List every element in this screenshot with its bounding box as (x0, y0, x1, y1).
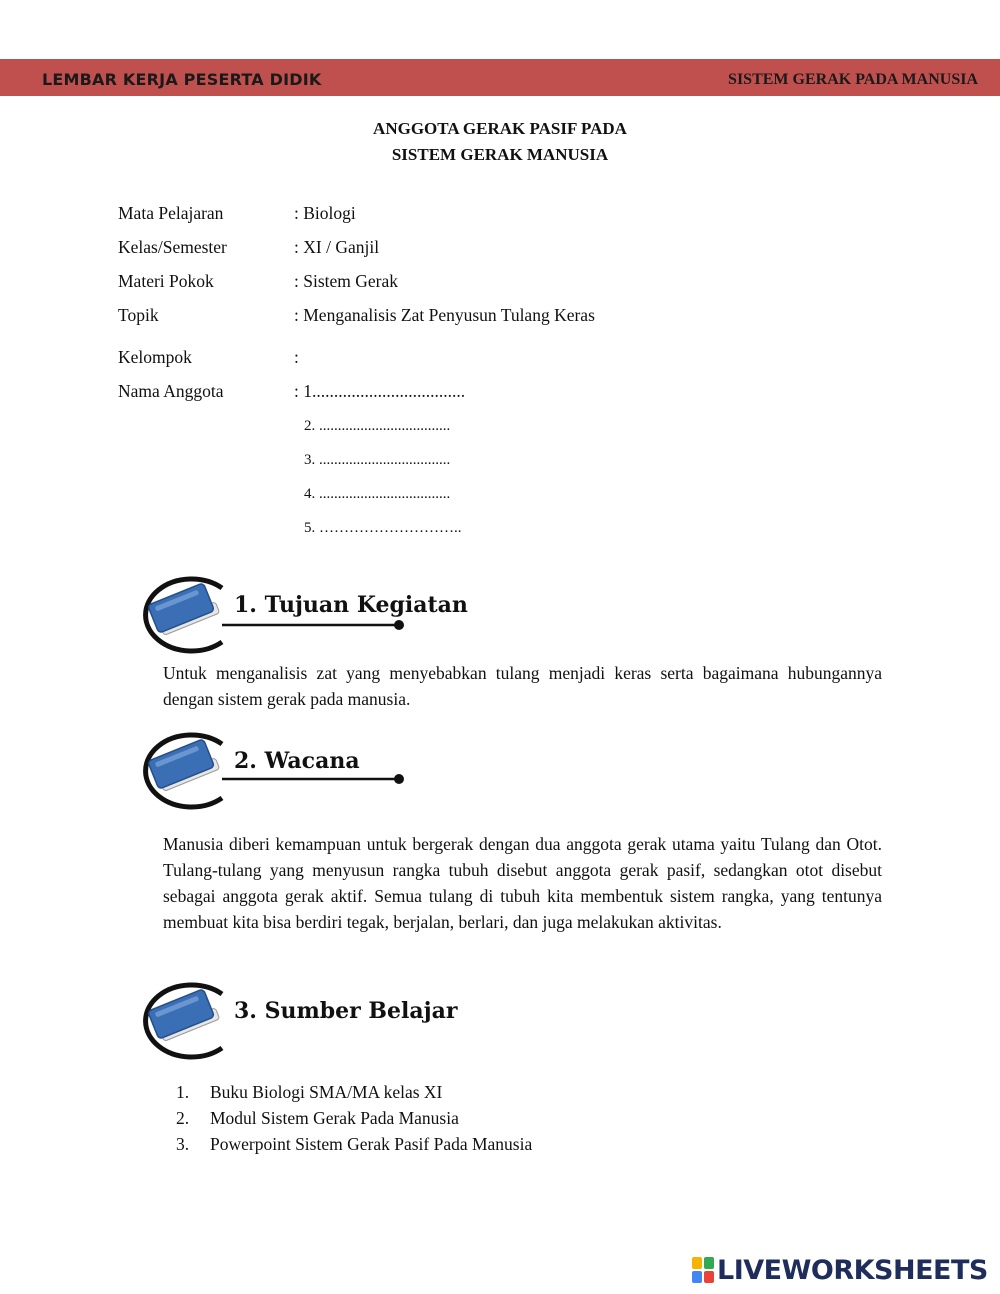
list-item (176, 1079, 532, 1105)
document-title-line1: ANGGOTA GERAK PASIF PADA (373, 119, 627, 138)
list-text: Powerpoint Sistem Gerak Pasif Pada Manusia (210, 1134, 533, 1154)
section-title: 3. Sumber Belajar (234, 998, 458, 1024)
list-text: Modul Sistem Gerak Pada Manusia (210, 1108, 459, 1128)
list-item (176, 1105, 532, 1131)
list-text: Buku Biologi SMA/MA kelas XI (210, 1082, 443, 1102)
liveworksheets-logo[interactable] (692, 1255, 988, 1285)
member-field-1[interactable]: : 1................................... (294, 381, 466, 401)
info-value: : Menganalisis Zat Penyusun Tulang Keras (294, 305, 595, 325)
section-header-sumber (118, 978, 458, 1068)
header-band (0, 59, 1000, 96)
section-text-wacana: Manusia diberi kemampuan untuk bergerak dengan dua anggota gerak utama yaitu Tulang dan Otot. Tulang-tulang yang menyusun rangka tubuh disebut anggota gerak pasif, sedangkan otot disebut sebagai anggota gerak aktif. Semua tulang di tubuh kita membentuk sistem rangka, yang tentunya membuat kita bisa berdiri tegak, berjalan, berlari, dan juga melakukan aktivitas. (163, 834, 882, 932)
section-header-wacana (118, 728, 418, 818)
info-value: : Sistem Gerak (294, 271, 399, 291)
list-item (176, 1131, 532, 1157)
info-label: Kelas/Semester (118, 237, 227, 257)
member-field-2[interactable]: 2. ................................... (304, 418, 451, 434)
info-label: Nama Anggota (118, 381, 224, 401)
header-right-text: SISTEM GERAK PADA MANUSIA (728, 71, 978, 88)
member-field-4[interactable]: 4. ................................... (304, 486, 451, 502)
source-list (176, 1079, 532, 1157)
logo-text: LIVEWORKSHEETS (717, 1254, 988, 1286)
info-label: Kelompok (118, 347, 192, 367)
info-label: Materi Pokok (118, 271, 214, 291)
header-left-text: LEMBAR KERJA PESERTA DIDIK (42, 70, 322, 89)
section-header-tujuan (118, 572, 468, 662)
liveworksheets-logo-icon (692, 1257, 714, 1283)
member-field-3[interactable]: 3. ................................... (304, 452, 451, 468)
info-label: Topik (118, 305, 159, 325)
section-title: 2. Wacana (234, 748, 360, 774)
list-number: 1. (176, 1082, 190, 1102)
info-value: : Biologi (294, 203, 356, 223)
info-value: : XI / Ganjil (294, 237, 380, 257)
list-number: 2. (176, 1108, 190, 1128)
member-field-5[interactable]: 5. ……………………….. (304, 520, 462, 536)
list-number: 3. (176, 1134, 190, 1154)
section-title: 1. Tujuan Kegiatan (234, 592, 468, 618)
document-title-line2: SISTEM GERAK MANUSIA (391, 145, 609, 164)
info-value[interactable]: : (294, 347, 299, 367)
info-label: Mata Pelajaran (118, 203, 224, 223)
section-text-tujuan: Untuk menganalisis zat yang menyebabkan tulang menjadi keras serta bagaimana hubungannya dengan sistem gerak pada manusia. (163, 663, 882, 709)
